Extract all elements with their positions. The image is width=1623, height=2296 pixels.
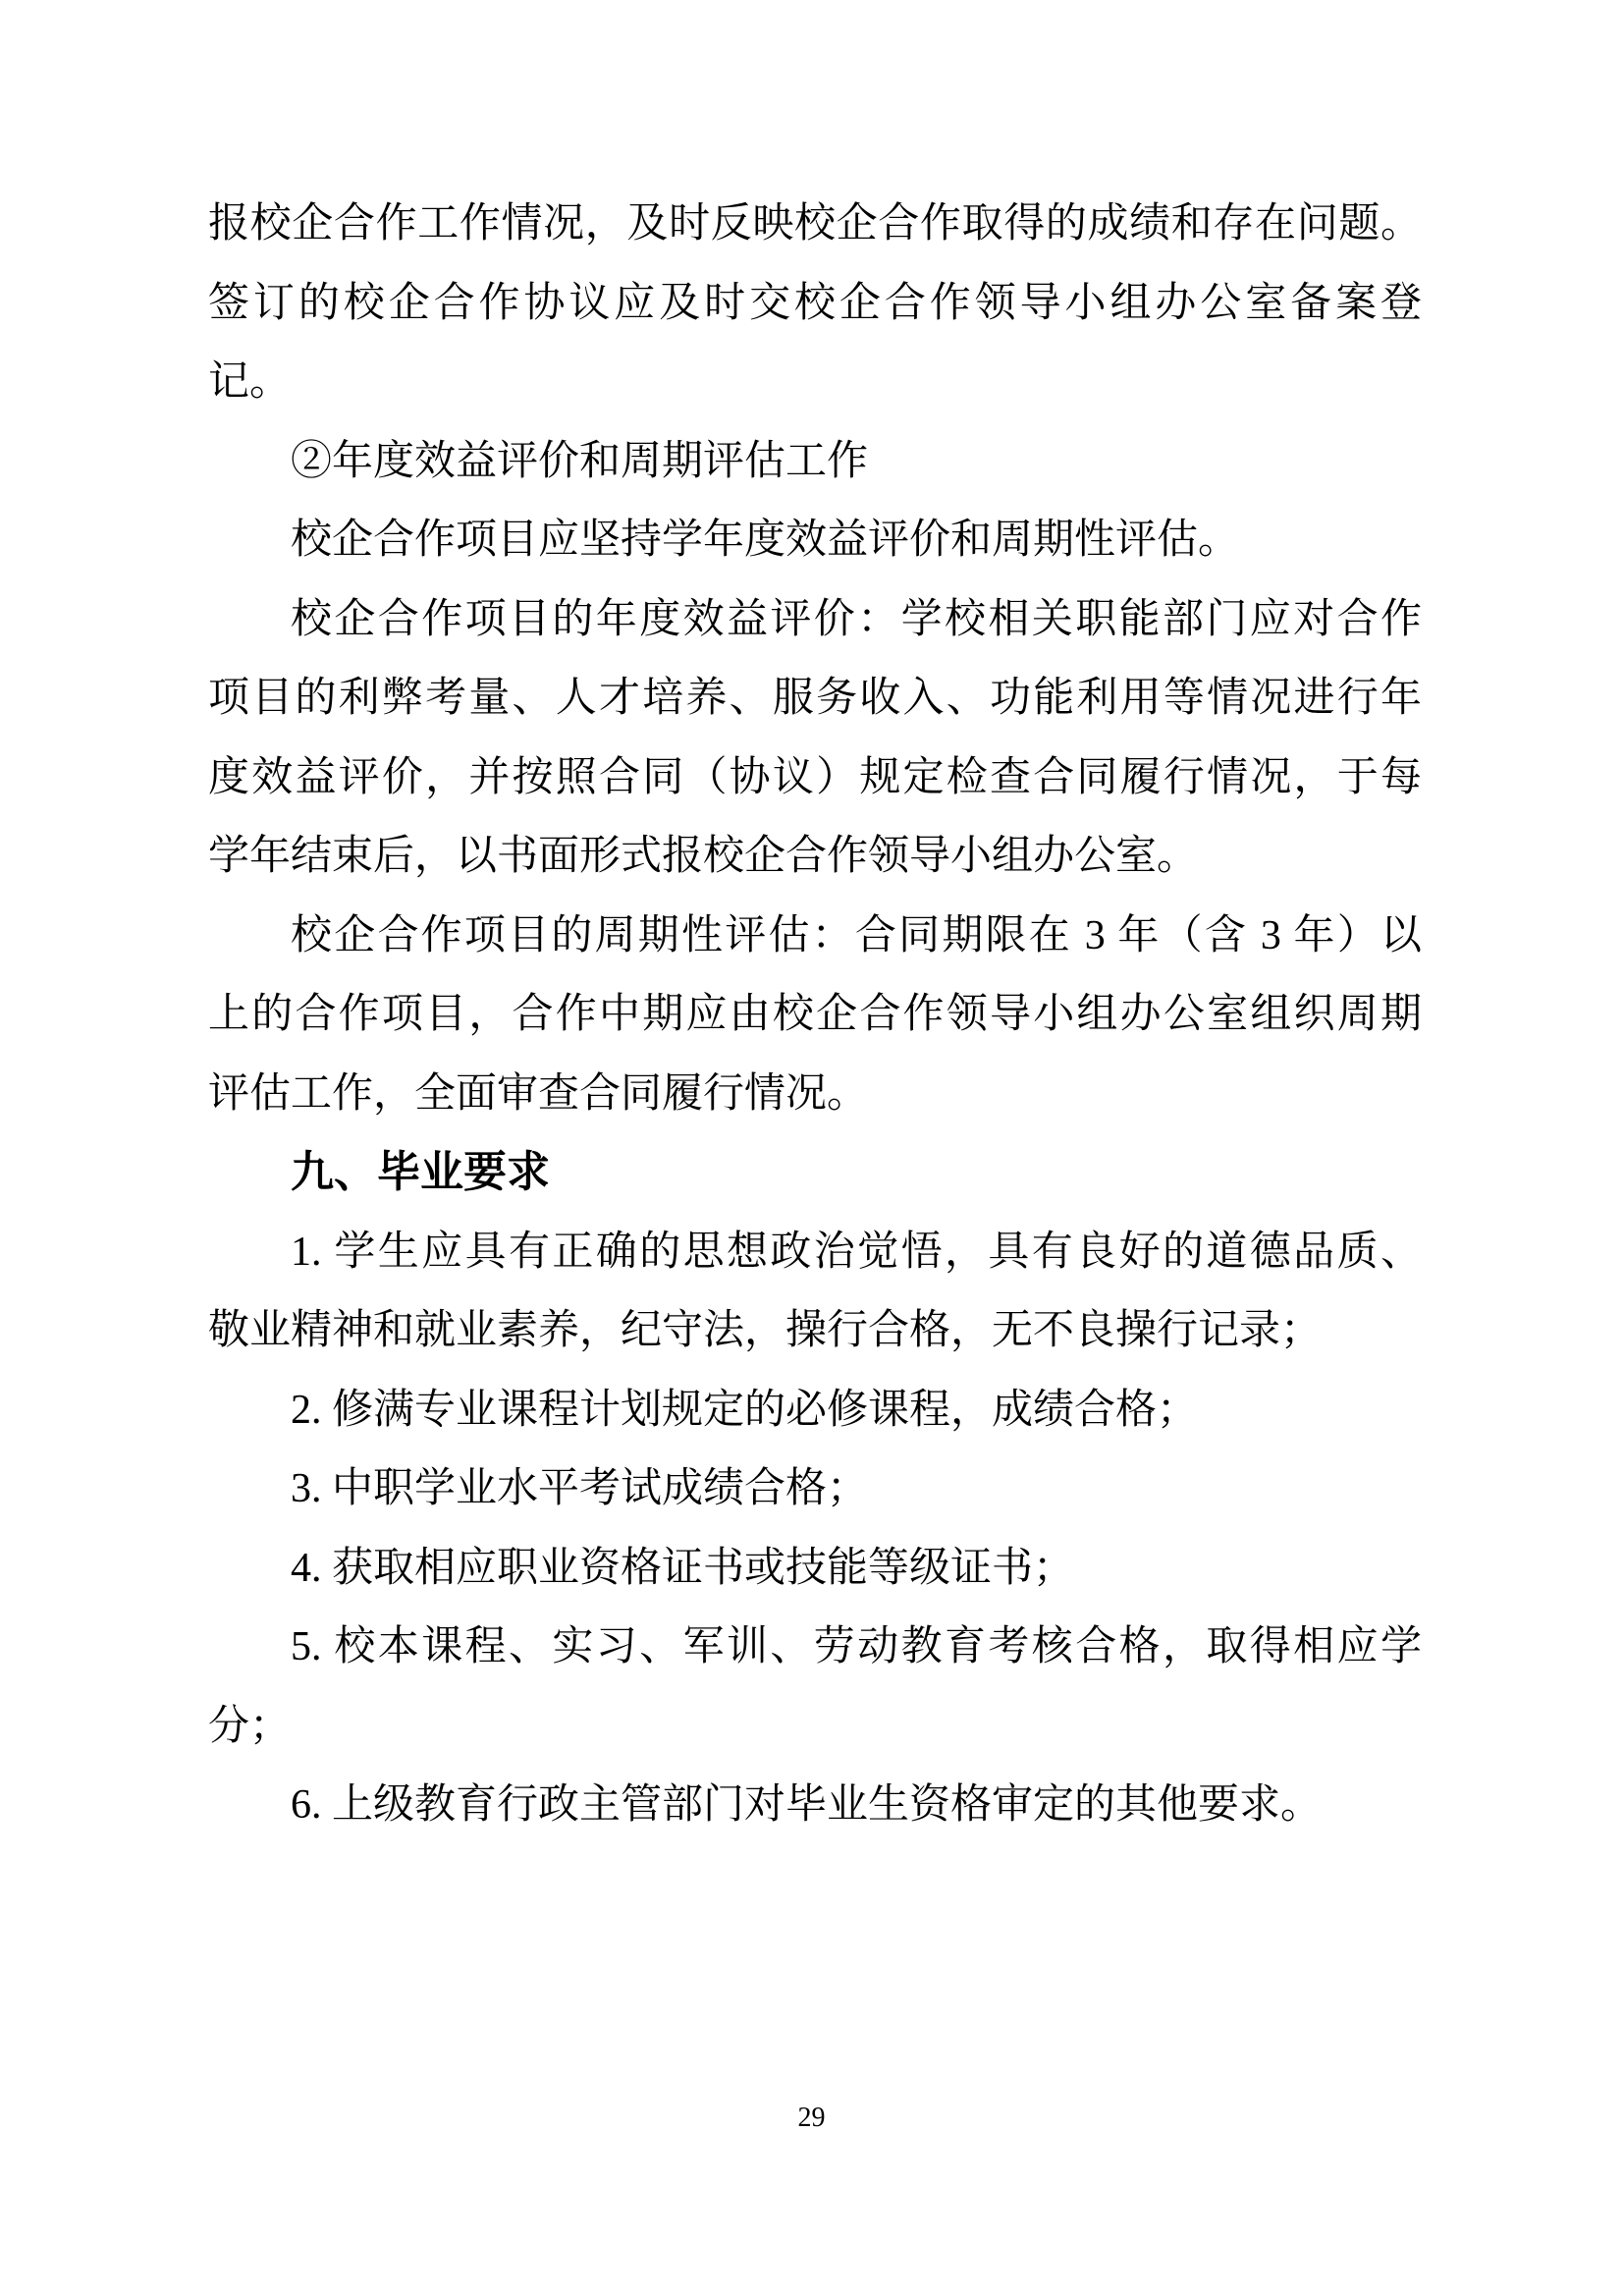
text-line: 分； (208, 1703, 292, 1749)
text-line: 评估工作，全面审查合同履行情况。 (208, 1070, 869, 1117)
text-line: ②年度效益评价和周期评估工作 (291, 438, 869, 484)
document-body (208, 185, 1422, 1845)
text-line: 校企合作项目应坚持学年度效益评价和周期性评估。 (291, 518, 1240, 563)
text-line: 校企合作项目的周期性评估：合同期限在 3 年（含 3 年）以 (291, 912, 1422, 958)
text-line: 敬业精神和就业素养，纪守法，操行合格，无不良操行记录； (208, 1308, 1323, 1353)
page-number: 29 (797, 2103, 826, 2133)
text-line: 6. 上级教育行政主管部门对毕业生资格审定的其他要求。 (291, 1782, 1323, 1828)
paragraph-requirement-1 (208, 1213, 1422, 1371)
paragraph-cooperation-report (208, 185, 1422, 422)
text-line: 记。 (208, 359, 292, 405)
text-line: 签订的校企合作协议应及时交校企合作领导小组办公室备案登 (208, 280, 1422, 326)
text-line: 上的合作项目，合作中期应由校企合作领导小组办公室组织周期 (208, 992, 1422, 1037)
paragraph-requirement-2 (208, 1371, 1422, 1450)
text-line: 4. 获取相应职业资格证书或技能等级证书； (291, 1545, 1075, 1591)
text-line: 项目的利弊考量、人才培养、服务收入、功能利用等情况进行年 (208, 676, 1422, 721)
text-line: 3. 中职学业水平考试成绩合格； (291, 1466, 869, 1511)
paragraph-annual-principle (208, 501, 1422, 580)
text-line: 度效益评价，并按照合同（协议）规定检查合同履行情况，于每 (208, 754, 1422, 800)
text-line: 2. 修满专业课程计划规定的必修课程，成绩合格； (291, 1387, 1199, 1433)
paragraph-item-circle2 (208, 422, 1422, 502)
text-line: 5. 校本课程、实习、军训、劳动教育考核合格，取得相应学 (291, 1624, 1422, 1669)
paragraph-requirement-6 (208, 1766, 1422, 1845)
text-line: 九、毕业要求 (291, 1148, 550, 1196)
paragraph-requirement-3 (208, 1449, 1422, 1529)
text-line: 1. 学生应具有正确的思想政治觉悟，具有良好的道德品质、 (291, 1229, 1422, 1275)
paragraph-requirement-4 (208, 1529, 1422, 1609)
text-line: 报校企合作工作情况，及时反映校企合作取得的成绩和存在问题。 (208, 201, 1422, 246)
paragraph-periodic-evaluation (208, 897, 1422, 1134)
page-footer (0, 2102, 1623, 2135)
text-line: 学年结束后，以书面形式报校企合作领导小组办公室。 (208, 834, 1199, 879)
heading-graduation-requirements (208, 1133, 1422, 1213)
paragraph-requirement-5 (208, 1608, 1422, 1766)
text-line: 校企合作项目的年度效益评价：学校相关职能部门应对合作 (291, 596, 1422, 642)
paragraph-annual-benefit-evaluation (208, 580, 1422, 897)
